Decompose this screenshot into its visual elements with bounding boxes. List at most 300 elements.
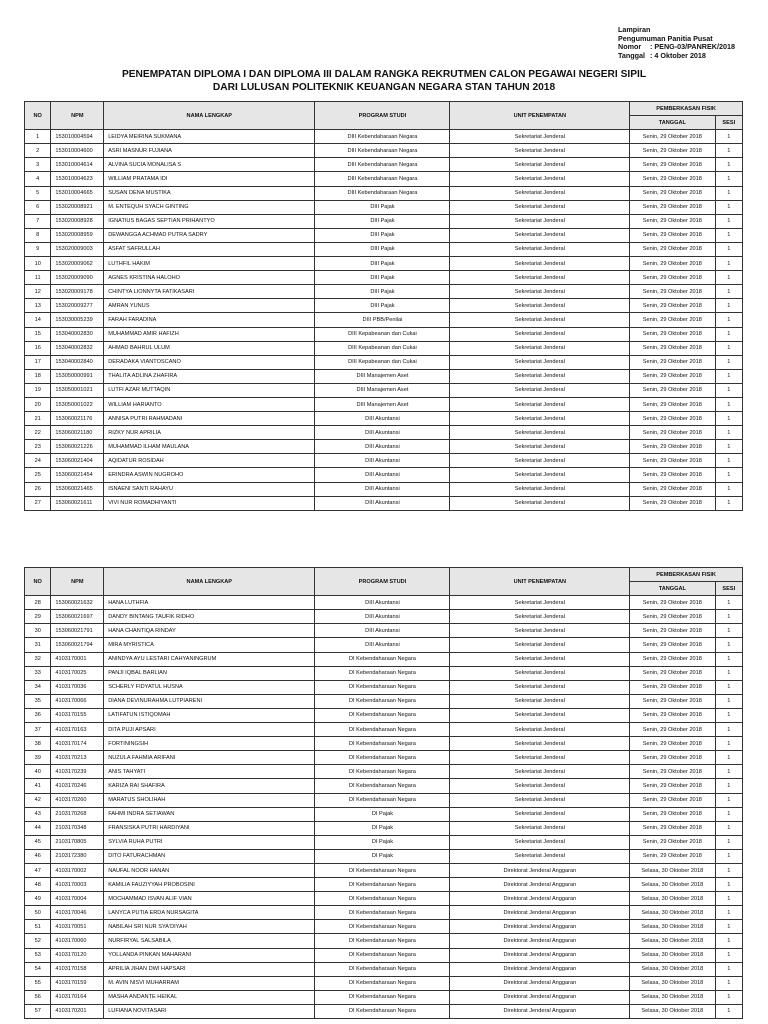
cell-unit: Sekretariat Jenderal [450, 849, 630, 863]
cell-prodi: DIII Akuntansi [315, 454, 450, 468]
cell-tanggal: Senin, 29 Oktober 2018 [630, 257, 715, 271]
cell-sesi: 1 [715, 468, 743, 482]
cell-no: 20 [25, 397, 51, 411]
cell-tanggal: Senin, 29 Oktober 2018 [630, 172, 715, 186]
col-header-no: NO [25, 568, 51, 596]
cell-unit: Sekretariat Jenderal [450, 214, 630, 228]
cell-npm: 4103170051 [51, 920, 104, 934]
cell-tanggal: Senin, 29 Oktober 2018 [630, 680, 715, 694]
cell-no: 46 [25, 849, 51, 863]
cell-sesi: 1 [715, 355, 743, 369]
cell-nama: MIRA MYRISTICA [104, 638, 315, 652]
cell-npm: 4103170002 [51, 863, 104, 877]
cell-prodi: DI Kebendaharaan Negara [315, 779, 450, 793]
cell-nama: THALITA ADLINA ZHAFIRA [104, 369, 315, 383]
col-header-unit: UNIT PENEMPATAN [450, 568, 630, 596]
cell-tanggal: Senin, 29 Oktober 2018 [630, 285, 715, 299]
table-row [25, 835, 743, 849]
cell-nama: AGNES KRISTINA HALOHO [104, 271, 315, 285]
table-row [25, 158, 743, 172]
cell-unit: Sekretariat Jenderal [450, 313, 630, 327]
cell-unit: Direktorat Jenderal Anggaran [450, 878, 630, 892]
table-row [25, 624, 743, 638]
cell-no: 38 [25, 737, 51, 751]
cell-tanggal: Selasa, 30 Oktober 2018 [630, 878, 715, 892]
cell-nama: ANIS TAHYATI [104, 765, 315, 779]
cell-no: 37 [25, 723, 51, 737]
cell-prodi: DIII Pajak [315, 228, 450, 242]
cell-tanggal: Senin, 29 Oktober 2018 [630, 624, 715, 638]
title-line-2: DARI LULUSAN POLITEKNIK KEUANGAN NEGARA STAN TAHUN 2018 [212, 81, 556, 93]
cell-sesi: 1 [715, 821, 743, 835]
nomor-label: Nomor [618, 42, 642, 52]
cell-tanggal: Senin, 29 Oktober 2018 [630, 468, 715, 482]
cell-npm: 153060021632 [51, 596, 104, 610]
cell-tanggal: Senin, 29 Oktober 2018 [630, 751, 715, 765]
cell-sesi: 1 [715, 186, 743, 200]
cell-npm: 153060021465 [51, 482, 104, 496]
cell-npm: 153060021697 [51, 610, 104, 624]
cell-unit: Direktorat Jenderal Anggaran [450, 990, 630, 1004]
cell-sesi: 1 [715, 440, 743, 454]
cell-unit: Sekretariat Jenderal [450, 652, 630, 666]
cell-tanggal: Senin, 29 Oktober 2018 [630, 765, 715, 779]
table-row [25, 299, 743, 313]
cell-no: 41 [25, 779, 51, 793]
cell-prodi: DIII PBB/Penilai [315, 313, 450, 327]
cell-unit: Sekretariat Jenderal [450, 765, 630, 779]
cell-prodi: DI Pajak [315, 821, 450, 835]
cell-unit: Direktorat Jenderal Anggaran [450, 948, 630, 962]
col-header-pemberkasan: PEMBERKASAN FISIK [630, 102, 743, 116]
cell-no: 13 [25, 299, 51, 313]
cell-nama: HANA LUTHFIA [104, 596, 315, 610]
cell-sesi: 1 [715, 158, 743, 172]
cell-nama: M. AVIN NISVI MUHARRAM [104, 976, 315, 990]
col-header-tanggal: TANGGAL [630, 116, 715, 130]
col-header-prodi: PROGRAM STUDI [315, 102, 450, 130]
cell-unit: Direktorat Jenderal Anggaran [450, 976, 630, 990]
cell-prodi: DIII Pajak [315, 257, 450, 271]
cell-no: 50 [25, 906, 51, 920]
cell-nama: SCHERLY FIDYATUL HUSNA [104, 680, 315, 694]
cell-nama: APRILIA JIHAN DWI HAPSARI [104, 962, 315, 976]
cell-no: 26 [25, 482, 51, 496]
cell-npm: 4103170004 [51, 892, 104, 906]
cell-no: 54 [25, 962, 51, 976]
cell-tanggal: Selasa, 30 Oktober 2018 [630, 934, 715, 948]
cell-sesi: 1 [715, 906, 743, 920]
cell-unit: Sekretariat Jenderal [450, 468, 630, 482]
cell-prodi: DI Kebendaharaan Negara [315, 976, 450, 990]
cell-npm: 153010004665 [51, 186, 104, 200]
cell-no: 27 [25, 496, 51, 510]
table-row [25, 708, 743, 722]
cell-tanggal: Senin, 29 Oktober 2018 [630, 186, 715, 200]
cell-nama: NURFIRYAL SALSABILA [104, 934, 315, 948]
cell-npm: 153040002840 [51, 355, 104, 369]
cell-unit: Sekretariat Jenderal [450, 666, 630, 680]
cell-nama: SUSAN DENA MUSTIKA [104, 186, 315, 200]
table-row [25, 892, 743, 906]
cell-sesi: 1 [715, 369, 743, 383]
cell-nama: DITA PUJI APSARI [104, 723, 315, 737]
cell-tanggal: Senin, 29 Oktober 2018 [630, 341, 715, 355]
cell-no: 28 [25, 596, 51, 610]
table-row [25, 906, 743, 920]
cell-npm: 153010004614 [51, 158, 104, 172]
cell-no: 6 [25, 200, 51, 214]
nomor-value: : PENG-03/PANREK/2018 [650, 42, 735, 52]
table-row [25, 849, 743, 863]
cell-no: 53 [25, 948, 51, 962]
cell-tanggal: Senin, 29 Oktober 2018 [630, 849, 715, 863]
cell-no: 57 [25, 1004, 51, 1018]
cell-unit: Direktorat Jenderal Anggaran [450, 934, 630, 948]
cell-unit: Sekretariat Jenderal [450, 186, 630, 200]
table-row [25, 934, 743, 948]
cell-no: 1 [25, 130, 51, 144]
cell-npm: 153060021226 [51, 440, 104, 454]
cell-tanggal: Senin, 29 Oktober 2018 [630, 610, 715, 624]
cell-npm: 4103170213 [51, 751, 104, 765]
cell-unit: Sekretariat Jenderal [450, 723, 630, 737]
cell-prodi: DI Pajak [315, 849, 450, 863]
cell-nama: ALVINA SUCIA MONALISA S [104, 158, 315, 172]
cell-unit: Sekretariat Jenderal [450, 821, 630, 835]
title-line-1: PENEMPATAN DIPLOMA I DAN DIPLOMA III DALAM RANGKA REKRUTMEN CALON PEGAWAI NEGERI SIPIL [121, 69, 647, 80]
cell-sesi: 1 [715, 496, 743, 510]
cell-unit: Sekretariat Jenderal [450, 751, 630, 765]
cell-npm: 153060021611 [51, 496, 104, 510]
cell-npm: 4103170120 [51, 948, 104, 962]
cell-tanggal: Selasa, 30 Oktober 2018 [630, 948, 715, 962]
cell-tanggal: Senin, 29 Oktober 2018 [630, 228, 715, 242]
cell-tanggal: Selasa, 30 Oktober 2018 [630, 920, 715, 934]
cell-prodi: DI Kebendaharaan Negara [315, 990, 450, 1004]
cell-sesi: 1 [715, 976, 743, 990]
cell-tanggal: Senin, 29 Oktober 2018 [630, 214, 715, 228]
cell-sesi: 1 [715, 708, 743, 722]
cell-unit: Sekretariat Jenderal [450, 257, 630, 271]
cell-unit: Sekretariat Jenderal [450, 327, 630, 341]
cell-no: 44 [25, 821, 51, 835]
cell-tanggal: Senin, 29 Oktober 2018 [630, 412, 715, 426]
cell-npm: 153020009003 [51, 242, 104, 256]
cell-nama: AQIDATUR ROSIDAH [104, 454, 315, 468]
cell-sesi: 1 [715, 765, 743, 779]
table-row [25, 666, 743, 680]
lampiran-label: Lampiran [618, 25, 651, 34]
cell-unit: Sekretariat Jenderal [450, 807, 630, 821]
cell-npm: 153050001021 [51, 383, 104, 397]
placement-table-2 [24, 567, 743, 1019]
cell-tanggal: Senin, 29 Oktober 2018 [630, 355, 715, 369]
table-2-body [25, 596, 743, 1019]
cell-npm: 153050000991 [51, 369, 104, 383]
col-header-sesi: SESI [715, 116, 743, 130]
cell-sesi: 1 [715, 878, 743, 892]
cell-prodi: DIII Akuntansi [315, 412, 450, 426]
table-row [25, 496, 743, 510]
cell-npm: 4103170159 [51, 976, 104, 990]
table-row [25, 482, 743, 496]
table-row [25, 990, 743, 1004]
cell-nama: FORTININGSIH [104, 737, 315, 751]
cell-nama: DITO FATURACHMAN [104, 849, 315, 863]
cell-prodi: DI Kebendaharaan Negara [315, 948, 450, 962]
cell-prodi: DIII Akuntansi [315, 610, 450, 624]
cell-nama: ERINDRA ASWIN NUGROHO [104, 468, 315, 482]
cell-tanggal: Selasa, 30 Oktober 2018 [630, 962, 715, 976]
cell-npm: 4103170046 [51, 906, 104, 920]
table-row [25, 737, 743, 751]
cell-no: 34 [25, 680, 51, 694]
table-row [25, 186, 743, 200]
col-header-unit: UNIT PENEMPATAN [450, 102, 630, 130]
cell-tanggal: Selasa, 30 Oktober 2018 [630, 990, 715, 1004]
cell-nama: DANDY BINTANG TAUFIK RIDHO [104, 610, 315, 624]
cell-npm: 153030005239 [51, 313, 104, 327]
table-row [25, 468, 743, 482]
cell-prodi: DIII Akuntansi [315, 426, 450, 440]
cell-nama: LUFIANA NOVITASARI [104, 1004, 315, 1018]
cell-nama: NUZULA FAHMIA ARIFANI [104, 751, 315, 765]
cell-prodi: DIII Manajemen Aset [315, 369, 450, 383]
cell-npm: 2103170805 [51, 835, 104, 849]
cell-no: 19 [25, 383, 51, 397]
cell-sesi: 1 [715, 172, 743, 186]
cell-no: 49 [25, 892, 51, 906]
cell-no: 40 [25, 765, 51, 779]
cell-tanggal: Senin, 29 Oktober 2018 [630, 652, 715, 666]
cell-unit: Sekretariat Jenderal [450, 369, 630, 383]
cell-sesi: 1 [715, 327, 743, 341]
col-header-tanggal: TANGGAL [630, 582, 715, 596]
cell-sesi: 1 [715, 200, 743, 214]
cell-sesi: 1 [715, 723, 743, 737]
document-title [0, 69, 768, 94]
cell-sesi: 1 [715, 751, 743, 765]
cell-npm: 4103170239 [51, 765, 104, 779]
cell-prodi: DI Kebendaharaan Negara [315, 1004, 450, 1018]
cell-no: 35 [25, 694, 51, 708]
cell-nama: KARIZA RAI SHAFIRA [104, 779, 315, 793]
cell-prodi: DIII Manajemen Aset [315, 397, 450, 411]
cell-tanggal: Senin, 29 Oktober 2018 [630, 454, 715, 468]
table-row [25, 214, 743, 228]
cell-nama: DIANA DEVINURAHMA LUTPIARENI [104, 694, 315, 708]
cell-unit: Sekretariat Jenderal [450, 341, 630, 355]
table-row [25, 638, 743, 652]
cell-nama: LANYCA PUTIA ERDA NURSAGITA [104, 906, 315, 920]
cell-unit: Sekretariat Jenderal [450, 482, 630, 496]
cell-unit: Sekretariat Jenderal [450, 454, 630, 468]
cell-prodi: DI Kebendaharaan Negara [315, 892, 450, 906]
col-header-npm: NPM [51, 568, 104, 596]
cell-unit: Sekretariat Jenderal [450, 228, 630, 242]
cell-sesi: 1 [715, 737, 743, 751]
cell-npm: 2103170268 [51, 807, 104, 821]
table-row [25, 694, 743, 708]
cell-prodi: DIII Akuntansi [315, 596, 450, 610]
cell-npm: 153040002830 [51, 327, 104, 341]
table-row [25, 426, 743, 440]
cell-sesi: 1 [715, 228, 743, 242]
cell-nama: ASRI MASNUR FUJIANA [104, 144, 315, 158]
cell-npm: 4103170001 [51, 652, 104, 666]
cell-tanggal: Senin, 29 Oktober 2018 [630, 835, 715, 849]
cell-prodi: DI Pajak [315, 807, 450, 821]
cell-npm: 153020008959 [51, 228, 104, 242]
cell-npm: 153050001022 [51, 397, 104, 411]
cell-no: 14 [25, 313, 51, 327]
table-row [25, 440, 743, 454]
col-header-prodi: PROGRAM STUDI [315, 568, 450, 596]
cell-tanggal: Senin, 29 Oktober 2018 [630, 496, 715, 510]
cell-sesi: 1 [715, 666, 743, 680]
cell-unit: Direktorat Jenderal Anggaran [450, 892, 630, 906]
cell-sesi: 1 [715, 962, 743, 976]
cell-unit: Direktorat Jenderal Anggaran [450, 863, 630, 877]
cell-tanggal: Senin, 29 Oktober 2018 [630, 426, 715, 440]
cell-nama: LEIDYA MEIRINA SUKMANA [104, 130, 315, 144]
cell-prodi: DIII Akuntansi [315, 624, 450, 638]
cell-npm: 4103170164 [51, 990, 104, 1004]
cell-prodi: DIII Pajak [315, 200, 450, 214]
cell-tanggal: Senin, 29 Oktober 2018 [630, 397, 715, 411]
cell-unit: Sekretariat Jenderal [450, 835, 630, 849]
table-row [25, 355, 743, 369]
table-row [25, 285, 743, 299]
cell-tanggal: Senin, 29 Oktober 2018 [630, 779, 715, 793]
cell-unit: Direktorat Jenderal Anggaran [450, 962, 630, 976]
cell-npm: 153060021404 [51, 454, 104, 468]
cell-unit: Sekretariat Jenderal [450, 496, 630, 510]
cell-npm: 4103170260 [51, 793, 104, 807]
cell-no: 2 [25, 144, 51, 158]
cell-sesi: 1 [715, 482, 743, 496]
cell-nama: WILLIAM HARIANTO [104, 397, 315, 411]
cell-prodi: DI Kebendaharaan Negara [315, 934, 450, 948]
cell-tanggal: Senin, 29 Oktober 2018 [630, 313, 715, 327]
table-row [25, 271, 743, 285]
table-row [25, 920, 743, 934]
cell-npm: 153020008921 [51, 200, 104, 214]
cell-npm: 4103170066 [51, 694, 104, 708]
cell-nama: LATIFATUN ISTIQOMAH [104, 708, 315, 722]
cell-unit: Direktorat Jenderal Anggaran [450, 906, 630, 920]
cell-nama: FARAH FARADINA [104, 313, 315, 327]
cell-prodi: DIII Akuntansi [315, 440, 450, 454]
table-row [25, 327, 743, 341]
cell-sesi: 1 [715, 807, 743, 821]
cell-npm: 4103170163 [51, 723, 104, 737]
cell-prodi: DI Kebendaharaan Negara [315, 878, 450, 892]
cell-no: 36 [25, 708, 51, 722]
cell-no: 22 [25, 426, 51, 440]
cell-prodi: DIII Kebendaharaan Negara [315, 144, 450, 158]
cell-unit: Sekretariat Jenderal [450, 172, 630, 186]
table-row [25, 793, 743, 807]
cell-tanggal: Selasa, 30 Oktober 2018 [630, 976, 715, 990]
cell-no: 7 [25, 214, 51, 228]
cell-tanggal: Senin, 29 Oktober 2018 [630, 708, 715, 722]
cell-no: 11 [25, 271, 51, 285]
cell-sesi: 1 [715, 680, 743, 694]
cell-unit: Sekretariat Jenderal [450, 285, 630, 299]
cell-tanggal: Senin, 29 Oktober 2018 [630, 271, 715, 285]
cell-no: 18 [25, 369, 51, 383]
cell-tanggal: Senin, 29 Oktober 2018 [630, 596, 715, 610]
cell-no: 29 [25, 610, 51, 624]
cell-sesi: 1 [715, 341, 743, 355]
cell-prodi: DIII Pajak [315, 214, 450, 228]
col-header-nama: NAMA LENGKAP [104, 102, 315, 130]
cell-nama: AMRAN YUNUS [104, 299, 315, 313]
cell-nama: HANA CHANTIQA RINDAY [104, 624, 315, 638]
cell-prodi: DIII Kebendaharaan Negara [315, 186, 450, 200]
cell-npm: 4103170155 [51, 708, 104, 722]
cell-no: 33 [25, 666, 51, 680]
cell-npm: 4103170174 [51, 737, 104, 751]
cell-sesi: 1 [715, 624, 743, 638]
table-row [25, 751, 743, 765]
cell-nama: SYLVIA RUHA PUTRI [104, 835, 315, 849]
placement-table-1 [24, 101, 743, 511]
cell-no: 15 [25, 327, 51, 341]
cell-npm: 153060021794 [51, 638, 104, 652]
cell-prodi: DI Kebendaharaan Negara [315, 694, 450, 708]
cell-unit: Sekretariat Jenderal [450, 200, 630, 214]
cell-prodi: DI Kebendaharaan Negara [315, 906, 450, 920]
cell-no: 21 [25, 412, 51, 426]
cell-npm: 153060021176 [51, 412, 104, 426]
cell-nama: MOCHAMMAD ISVAN ALIF VIAN [104, 892, 315, 906]
cell-tanggal: Senin, 29 Oktober 2018 [630, 369, 715, 383]
table-row [25, 863, 743, 877]
cell-sesi: 1 [715, 412, 743, 426]
cell-no: 47 [25, 863, 51, 877]
cell-unit: Sekretariat Jenderal [450, 708, 630, 722]
cell-sesi: 1 [715, 299, 743, 313]
cell-nama: FAHMI INDRA SETIAWAN [104, 807, 315, 821]
cell-tanggal: Selasa, 30 Oktober 2018 [630, 892, 715, 906]
cell-no: 4 [25, 172, 51, 186]
cell-sesi: 1 [715, 426, 743, 440]
cell-no: 9 [25, 242, 51, 256]
table-row [25, 680, 743, 694]
cell-no: 39 [25, 751, 51, 765]
cell-nama: DERADAKA VIANTOSCANO [104, 355, 315, 369]
cell-npm: 4103170036 [51, 680, 104, 694]
cell-prodi: DIII Kepabeanan dan Cukai [315, 341, 450, 355]
cell-npm: 153060021454 [51, 468, 104, 482]
cell-prodi: DIII Kepabeanan dan Cukai [315, 355, 450, 369]
cell-sesi: 1 [715, 638, 743, 652]
table-row [25, 172, 743, 186]
cell-npm: 4103170246 [51, 779, 104, 793]
cell-npm: 4103170158 [51, 962, 104, 976]
cell-sesi: 1 [715, 1004, 743, 1018]
cell-nama: PANJI IQBAL BARLIAN [104, 666, 315, 680]
table-row [25, 228, 743, 242]
cell-nama: NABILAH SRI NUR SYA'DIYAH [104, 920, 315, 934]
cell-unit: Sekretariat Jenderal [450, 299, 630, 313]
cell-nama: VIVI NUR ROMADHIYANTI [104, 496, 315, 510]
table-row [25, 257, 743, 271]
cell-nama: ANINDYA AYU LESTARI CAHYANINGRUM [104, 652, 315, 666]
